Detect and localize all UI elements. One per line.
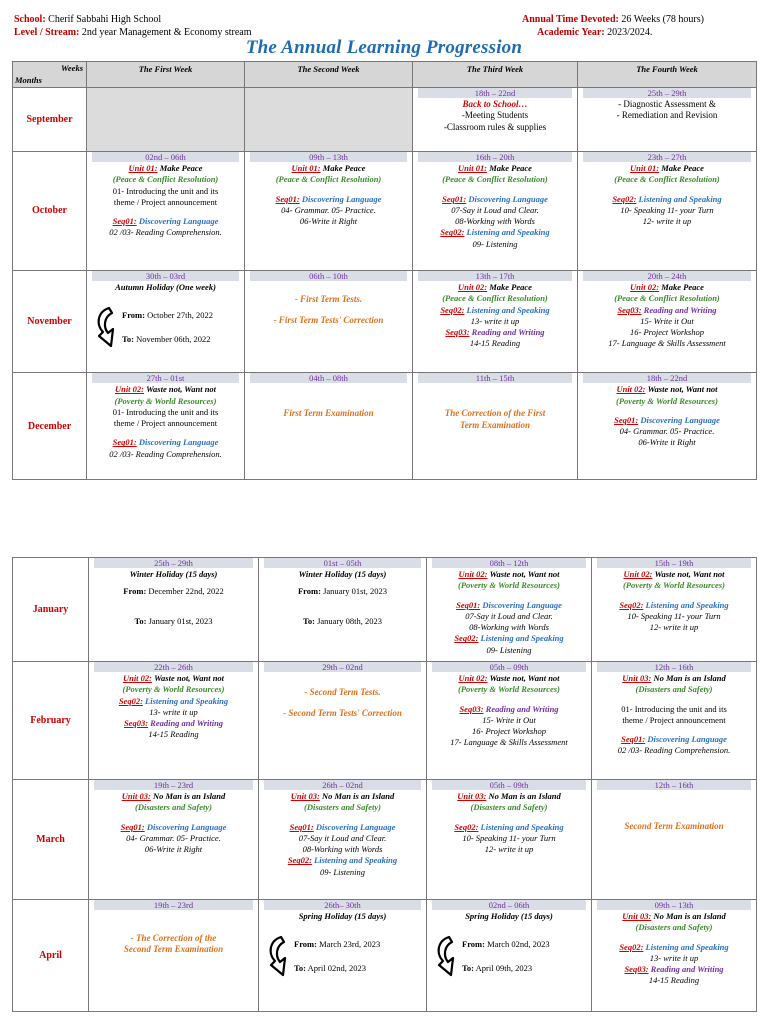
seq-name: Reading and Writing xyxy=(150,718,224,729)
month-february: February xyxy=(13,662,89,780)
months-label: Months xyxy=(15,74,42,85)
holiday-title: Spring Holiday (15 days) xyxy=(465,911,553,921)
feb-week-2 xyxy=(259,662,427,780)
unit-name: No Man is an Island xyxy=(653,673,726,683)
from-label: From: xyxy=(122,310,145,321)
seq-name: Discovering Language xyxy=(138,216,219,227)
mar-week-2 xyxy=(259,780,427,900)
cell-line: -Classroom rules & supplies xyxy=(443,121,547,132)
unit-name: Waste not, Want not xyxy=(489,569,560,579)
cell-line: - Diagnostic Assessment & xyxy=(618,99,716,109)
unit-name: No Man is an Island xyxy=(152,791,226,801)
seq-name: Listening and Speaking xyxy=(645,599,729,610)
time-line xyxy=(522,13,704,26)
nov-week-2 xyxy=(245,271,413,373)
unit-theme: (Peace & Conflict Resolution) xyxy=(614,174,720,185)
cell-line: - Second Term Tests' Correction xyxy=(283,708,402,719)
cell-line: 07-Say it Loud and Clear. xyxy=(298,832,387,843)
col-week-1: The First Week xyxy=(87,62,245,88)
seq-name: Reading and Writing xyxy=(643,304,717,315)
week-date: 05th – 09th xyxy=(432,780,586,790)
to-label: To: xyxy=(122,334,134,345)
cell-line: 14-15 Reading xyxy=(648,975,700,986)
to-label: To: xyxy=(134,615,147,626)
unit-name: Make Peace xyxy=(661,282,704,292)
cell-line: 13- write it up xyxy=(649,952,699,963)
unit-label: Unit 03: xyxy=(457,791,487,801)
cell-line: 02 /03- Reading Comprehension. xyxy=(109,448,222,459)
cell-line: 17- Language & Skills Assessment xyxy=(608,338,726,349)
unit-theme: (Disasters and Safety) xyxy=(304,802,381,813)
cell-line: - First Term Tests. xyxy=(294,294,363,304)
from-label: From: xyxy=(462,939,485,950)
unit-name: No Man is an Island xyxy=(321,791,395,801)
unit-name: Waste not, Want not xyxy=(146,384,217,395)
unit-label: Unit 02: xyxy=(114,384,144,395)
cell-line: 08-Working with Words xyxy=(469,622,549,633)
seq-label: Seq03: xyxy=(445,327,470,338)
unit-label: Unit 02: xyxy=(458,673,488,683)
jan-week-1 xyxy=(89,558,259,662)
from-label: From: xyxy=(123,586,147,597)
mar-week-4 xyxy=(592,780,757,900)
cell-line: 14-15 Reading xyxy=(148,729,199,740)
exam-text: Second Term Examination xyxy=(624,821,724,831)
to-date: November 06th, 2022 xyxy=(136,334,211,345)
week-date: 23th – 27th xyxy=(583,152,751,162)
unit-label: Unit 02: xyxy=(458,569,488,579)
week-date: 26th– 30th xyxy=(264,900,421,910)
year-label: Academic Year: xyxy=(537,27,605,38)
seq-label: Seq01: xyxy=(112,216,137,227)
unit-name: Waste not, Want not xyxy=(489,673,560,683)
week-date: 08th – 12th xyxy=(432,558,586,568)
cell-line: 12- write it up xyxy=(649,622,699,633)
seq-name: Discovering Language xyxy=(482,599,562,610)
week-date: 02nd – 06th xyxy=(92,152,239,162)
month-november: November xyxy=(13,271,87,373)
feb-week-4 xyxy=(592,662,757,780)
unit-label: Unit 02: xyxy=(122,673,152,683)
cell-line: Term Examination xyxy=(460,419,530,430)
seq-label: Seq01: xyxy=(112,437,137,448)
unit-name: Make Peace xyxy=(322,163,366,173)
cell-line: - Second Term Tests. xyxy=(304,687,381,697)
weeks-label: Weeks xyxy=(60,63,83,73)
holiday-title: Winter Holiday (15 days) xyxy=(298,569,387,579)
seq-label: Seq01: xyxy=(120,821,145,832)
time-value: 26 Weeks (78 hours) xyxy=(621,14,704,25)
unit-name: Make Peace xyxy=(489,282,532,292)
seq-name: Discovering Language xyxy=(468,193,548,204)
week-date: 22th – 26th xyxy=(94,662,253,672)
to-label: To: xyxy=(302,615,315,626)
seq-name: Listening and Speaking xyxy=(314,855,398,866)
seq-label: Seq02: xyxy=(440,227,465,238)
cell-line: 09- Listening xyxy=(319,866,366,877)
unit-theme: (Poverty & World Resources) xyxy=(458,580,560,591)
cell-line: 15- Write it Out xyxy=(482,714,536,725)
col-week-3: The Third Week xyxy=(413,62,578,88)
week-date: 12th – 16th xyxy=(597,662,751,672)
week-date: 13th – 17th xyxy=(418,271,572,281)
week-date: 25th – 29th xyxy=(94,558,253,568)
level-label: Level / Stream: xyxy=(14,27,80,38)
week-date: 26th – 02nd xyxy=(264,780,421,790)
to-label: To: xyxy=(462,963,474,974)
week-date: 19th – 23rd xyxy=(94,780,253,790)
seq-label: Seq01: xyxy=(614,414,639,425)
year-value: 2023/2024. xyxy=(607,27,653,38)
unit-theme: (Peace & Conflict Resolution) xyxy=(112,174,219,185)
cell-line: 07-Say it Loud and Clear. xyxy=(451,204,539,215)
cell-line: 12- write it up xyxy=(484,844,534,855)
seq-name: Listening and Speaking xyxy=(480,821,564,832)
cell-line: 02 /03- Reading Comprehension. xyxy=(617,745,731,756)
unit-theme: (Peace & Conflict Resolution) xyxy=(442,293,548,304)
cell-line: 13- write it up xyxy=(149,706,198,717)
seq-name: Reading and Writing xyxy=(650,964,724,975)
cell-line: 04- Grammar. 05- Practice. xyxy=(126,832,221,843)
cell-line: Second Term Examination xyxy=(123,944,224,955)
unit-theme: (Poverty & World Resources) xyxy=(114,395,217,406)
month-december: December xyxy=(13,373,87,480)
unit-label: Unit 02: xyxy=(458,282,488,292)
cell-line: 09- Listening xyxy=(486,644,532,655)
seq-label: Seq03: xyxy=(617,304,642,315)
curved-arrow-icon xyxy=(266,934,292,978)
seq-label: Seq02: xyxy=(619,941,644,952)
seq-name: Discovering Language xyxy=(146,821,227,832)
seq-label: Seq01: xyxy=(442,193,467,204)
unit-theme: (Poverty & World Resources) xyxy=(122,684,225,695)
apr-week-1 xyxy=(89,900,259,1012)
unit-label: Unit 01: xyxy=(630,163,660,173)
unit-label: Unit 02: xyxy=(630,282,660,292)
unit-label: Unit 01: xyxy=(128,163,158,173)
from-label: From: xyxy=(297,586,321,597)
oct-week-4 xyxy=(578,152,757,271)
unit-theme: (Disasters and Safety) xyxy=(635,684,713,695)
cell-line: 01- Introducing the unit and its xyxy=(112,406,219,417)
month-october: October xyxy=(13,152,87,271)
seq-name: Discovering Language xyxy=(315,821,396,832)
cell-line: 08-Working with Words xyxy=(302,844,383,855)
from-date: March 02nd, 2023 xyxy=(487,939,550,950)
from-date: December 22nd, 2022 xyxy=(148,586,224,597)
feb-week-1 xyxy=(89,662,259,780)
seq-name: Listening and Speaking xyxy=(145,695,229,706)
month-september: September xyxy=(13,88,87,152)
seq-name: Discovering Language xyxy=(647,734,727,745)
cell-line: 17- Language & Skills Assessment xyxy=(450,737,568,748)
mar-week-1 xyxy=(89,780,259,900)
to-date: April 02nd, 2023 xyxy=(307,963,366,974)
week-date: 09th – 13th xyxy=(250,152,407,162)
seq-label: Seq02: xyxy=(287,855,312,866)
week-date: 11th – 15th xyxy=(418,373,572,383)
unit-name: No Man is an Island xyxy=(653,911,726,921)
progression-table-1 xyxy=(12,61,757,480)
to-date: April 09th, 2023 xyxy=(475,963,533,974)
seq-name: Listening and Speaking xyxy=(466,227,550,238)
oct-week-3 xyxy=(413,152,578,271)
unit-label: Unit 03: xyxy=(622,673,652,683)
unit-label: Unit 03: xyxy=(290,791,320,801)
nov-week-1 xyxy=(87,271,245,373)
from-date: January 01st, 2023 xyxy=(323,586,388,597)
mar-week-3 xyxy=(427,780,592,900)
cell-line: 10- Speaking 11- your Turn xyxy=(627,610,721,621)
seq-label: Seq03: xyxy=(624,964,649,975)
curved-arrow-icon xyxy=(434,934,460,978)
cell-line: 16- Project Workshop xyxy=(472,726,546,737)
sep-week-3 xyxy=(413,88,578,152)
school-name: Cherif Sabbahi High School xyxy=(48,14,162,25)
unit-theme: (Disasters and Safety) xyxy=(470,802,548,813)
back-to-school: Back to School… xyxy=(462,99,528,109)
seq-label: Seq03: xyxy=(123,718,149,729)
seq-label: Seq02: xyxy=(619,599,644,610)
page-title: The Annual Learning Progression xyxy=(245,37,523,58)
progression-table-2 xyxy=(12,557,757,1012)
jan-week-4 xyxy=(592,558,757,662)
cell-line: theme / Project announcement xyxy=(622,714,726,725)
unit-name: No Man is an Island xyxy=(488,791,561,801)
cell-line: 06-Write it Right xyxy=(638,437,696,448)
cell-line: 01- Introducing the unit and its xyxy=(112,185,219,196)
to-label: To: xyxy=(294,963,306,974)
week-date: 25th – 29th xyxy=(583,88,751,98)
week-date: 18th – 22nd xyxy=(583,373,751,383)
month-april: April xyxy=(13,900,89,1012)
unit-label: Unit 02: xyxy=(623,569,653,579)
level-value: 2nd year Management & Economy stream xyxy=(81,27,252,38)
unit-label: Unit 03: xyxy=(121,791,151,801)
apr-week-4 xyxy=(592,900,757,1012)
unit-name: Waste not, Want not xyxy=(647,384,718,395)
month-march: March xyxy=(13,780,89,900)
unit-theme: (Poverty & World Resources) xyxy=(458,684,560,695)
sep-week-1 xyxy=(87,88,245,152)
unit-theme: (Peace & Conflict Resolution) xyxy=(275,174,382,185)
col-week-2: The Second Week xyxy=(245,62,413,88)
seq-label: Seq02: xyxy=(440,304,465,315)
cell-line: 06-Write it Right xyxy=(299,216,358,227)
to-date: January 01st, 2023 xyxy=(148,615,213,626)
unit-label: Unit 01: xyxy=(291,163,321,173)
oct-week-2 xyxy=(245,152,413,271)
seq-label: Seq01: xyxy=(289,821,314,832)
cell-line: The Correction of the First xyxy=(444,408,546,419)
unit-theme: (Disasters and Safety) xyxy=(635,922,713,933)
cell-line: 13- write it up xyxy=(470,315,520,326)
unit-name: Make Peace xyxy=(661,163,704,173)
curved-arrow-icon xyxy=(94,305,120,349)
oct-week-1 xyxy=(87,152,245,271)
col-week-4: The Fourth Week xyxy=(578,62,757,88)
dec-week-2 xyxy=(245,373,413,480)
jan-week-3 xyxy=(427,558,592,662)
cell-line: 06-Write it Right xyxy=(144,844,203,855)
cell-line: 08-Working with Words xyxy=(455,216,535,227)
week-date: 05th – 09th xyxy=(432,662,586,672)
seq-name: Listening and Speaking xyxy=(638,193,722,204)
school-line xyxy=(14,13,161,26)
from-date: March 23rd, 2023 xyxy=(319,939,381,950)
seq-label: Seq01: xyxy=(621,734,646,745)
cell-line: 16- Project Workshop xyxy=(630,327,704,338)
seq-name: Listening and Speaking xyxy=(480,633,564,644)
apr-week-2 xyxy=(259,900,427,1012)
week-date: 04th – 08th xyxy=(250,373,407,383)
month-january: January xyxy=(13,558,89,662)
cell-line: theme / Project announcement xyxy=(113,196,218,207)
cell-line: 04- Grammar. 05- Practice. xyxy=(281,204,376,215)
holiday-title: Winter Holiday (15 days) xyxy=(129,569,218,579)
unit-theme: (Poverty & World Resources) xyxy=(623,580,725,591)
nov-week-4 xyxy=(578,271,757,373)
cell-line: 02 /03- Reading Comprehension. xyxy=(109,227,222,238)
cell-line: 15- Write it Out xyxy=(640,315,694,326)
seq-name: Reading and Writing xyxy=(471,327,545,338)
week-date: 02nd – 06th xyxy=(432,900,586,910)
cell-line: 12- write it up xyxy=(642,216,692,227)
seq-name: Listening and Speaking xyxy=(645,941,729,952)
week-date: 16th – 20th xyxy=(418,152,572,162)
sep-week-2 xyxy=(245,88,413,152)
seq-label: Seq01: xyxy=(456,599,481,610)
seq-label: Seq02: xyxy=(454,821,479,832)
week-date: 06th – 10th xyxy=(250,271,407,281)
week-date: 01st – 05th xyxy=(264,558,421,568)
to-date: January 08th, 2023 xyxy=(317,615,383,626)
unit-label: Unit 01: xyxy=(458,163,488,173)
seq-label: Seq02: xyxy=(118,695,143,706)
exam-text: First Term Examination xyxy=(283,408,374,419)
school-label: School: xyxy=(14,14,46,25)
holiday-title: Autumn Holiday (One week) xyxy=(115,282,216,292)
from-label: From: xyxy=(294,939,317,950)
seq-label: Seq02: xyxy=(454,633,479,644)
cell-line: theme / Project announcement xyxy=(113,418,218,429)
week-date: 30th – 03rd xyxy=(92,271,239,281)
week-date: 29th – 02nd xyxy=(264,662,421,672)
unit-label: Unit 02: xyxy=(616,384,646,395)
seq-name: Discovering Language xyxy=(301,193,382,204)
cell-line: 14-15 Reading xyxy=(469,338,521,349)
from-date: October 27th, 2022 xyxy=(147,310,213,321)
dec-week-1 xyxy=(87,373,245,480)
cell-line: - Remediation and Revision xyxy=(616,110,718,121)
nov-week-3 xyxy=(413,271,578,373)
sep-week-4 xyxy=(578,88,757,152)
unit-name: Make Peace xyxy=(159,163,203,173)
apr-week-3 xyxy=(427,900,592,1012)
cell-line: 04- Grammar. 05- Practice. xyxy=(619,426,715,437)
seq-name: Discovering Language xyxy=(138,437,219,448)
week-date: 09th – 13th xyxy=(597,900,751,910)
week-date: 12th – 16th xyxy=(597,780,751,790)
seq-name: Discovering Language xyxy=(640,414,720,425)
week-date: 19th – 23rd xyxy=(94,900,253,910)
seq-label: Seq03: xyxy=(459,703,484,714)
week-date: 27th – 01st xyxy=(92,373,239,383)
week-date: 18th – 22nd xyxy=(418,88,572,98)
feb-week-3 xyxy=(427,662,592,780)
seq-label: Seq02: xyxy=(612,193,637,204)
unit-name: Make Peace xyxy=(489,163,532,173)
week-date: 15th – 19th xyxy=(597,558,751,568)
cell-line: -Meeting Students xyxy=(461,110,529,121)
seq-name: Reading and Writing xyxy=(485,703,559,714)
seq-name: Listening and Speaking xyxy=(466,304,550,315)
cell-line: 09- Listening xyxy=(472,238,518,249)
dec-week-4 xyxy=(578,373,757,480)
time-label: Annual Time Devoted: xyxy=(522,14,619,25)
unit-name: Waste not, Want not xyxy=(154,673,225,683)
unit-label: Unit 03: xyxy=(622,911,652,921)
unit-theme: (Peace & Conflict Resolution) xyxy=(442,174,548,185)
unit-theme: (Peace & Conflict Resolution) xyxy=(614,293,720,304)
cell-line: 01- Introducing the unit and its xyxy=(621,703,727,714)
cell-line: - The Correction of the xyxy=(130,933,217,943)
jan-week-2 xyxy=(259,558,427,662)
holiday-title: Spring Holiday (15 days) xyxy=(298,911,387,921)
cell-line: 10- Speaking 11- your Turn xyxy=(462,832,556,843)
unit-theme: (Disasters and Safety) xyxy=(135,802,212,813)
cell-line: 10- Speaking 11- your Turn xyxy=(620,204,714,215)
unit-theme: (Poverty & World Resources) xyxy=(616,395,718,406)
seq-label: Seq01: xyxy=(275,193,300,204)
corner-header xyxy=(13,62,87,88)
dec-week-3 xyxy=(413,373,578,480)
cell-line: 07-Say it Loud and Clear. xyxy=(465,610,553,621)
week-date: 20th – 24th xyxy=(583,271,751,281)
unit-name: Waste not, Want not xyxy=(654,569,725,579)
cell-line: - First Term Tests' Correction xyxy=(273,315,384,326)
